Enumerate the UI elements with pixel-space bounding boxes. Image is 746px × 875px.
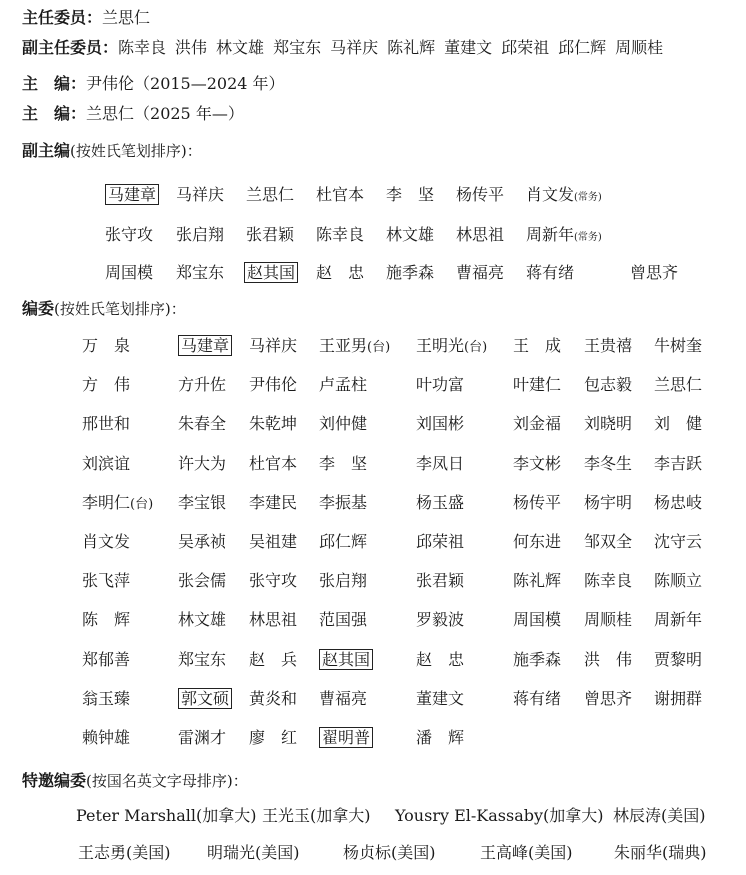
special-board-member: 王志勇(美国) (78, 843, 171, 862)
chief-editor-line-2 (22, 104, 244, 124)
director-name: 兰思仁 (102, 8, 151, 27)
deputy-chief-member (526, 225, 602, 248)
deputy-chief-member (456, 185, 504, 205)
editorial-board-member (513, 454, 561, 474)
member-name: 周国模 (105, 263, 154, 282)
editorial-board-member (319, 689, 367, 709)
member-name: 陈幸良 (584, 571, 633, 590)
member-tag: (台) (464, 340, 488, 355)
editorial-board-member (654, 571, 702, 591)
member-name: 杨忠岐 (654, 493, 703, 512)
director-line (22, 8, 150, 28)
member-name: 翟明普 (319, 727, 373, 748)
editorial-board-member (319, 728, 373, 748)
editorial-board-member (416, 414, 464, 434)
member-name: 王贵禧 (584, 336, 633, 355)
member-name: 许大为 (178, 454, 227, 473)
editorial-board-member (654, 532, 702, 552)
editorial-board-member (178, 689, 232, 709)
member-name: 李建民 (249, 493, 298, 512)
editorial-board-member (82, 375, 130, 395)
editorial-board-member (249, 689, 297, 709)
editorial-board-member (513, 610, 561, 630)
editorial-board-member (654, 650, 702, 670)
editorial-board-member (249, 375, 297, 395)
deputy-chief-member (456, 225, 504, 245)
member-name: 洪 伟 (584, 650, 633, 669)
member-name: 周顺桂 (584, 610, 633, 629)
editorial-board-member (416, 689, 464, 709)
special-board-member: 王光玉(加拿大) (262, 806, 371, 825)
editorial-board-member (249, 493, 297, 513)
member-name: 赖钟雄 (82, 728, 131, 747)
special-board-member: 明瑞光(美国) (207, 843, 300, 862)
member-name: 林思祖 (456, 225, 505, 244)
editorial-board-member (654, 689, 702, 709)
deputy-chief-member (456, 263, 504, 283)
editorial-board-member (82, 493, 153, 515)
editorial-board-member (416, 336, 487, 358)
member-name: 董建文 (416, 689, 465, 708)
member-name: 刘金福 (513, 414, 562, 433)
editorial-board-member (319, 532, 367, 552)
editorial-board-member (584, 689, 632, 709)
member-name: 叶建仁 (513, 375, 562, 394)
member-name: 李振基 (319, 493, 368, 512)
member-name: 赵 忠 (416, 650, 465, 669)
editorial-board-member (319, 375, 367, 395)
deputy-chief-note: (按姓氏笔划排序)： (70, 142, 202, 160)
vice-director-names (118, 38, 672, 57)
editorial-board-member (584, 650, 632, 670)
member-name: 张会儒 (178, 571, 227, 590)
director-label: 主任委员： (22, 8, 103, 27)
member-name: 刘仲健 (319, 414, 368, 433)
editorial-board-member (82, 728, 130, 748)
member-name: 张启翔 (319, 571, 368, 590)
editorial-board-member (654, 493, 702, 513)
member-name: 方 伟 (82, 375, 131, 394)
member-name: 周国模 (513, 610, 562, 629)
member-name: 朱乾坤 (249, 414, 298, 433)
deputy-chief-label: 副主编 (22, 141, 71, 160)
editorial-board-member (249, 728, 297, 748)
editorial-board-note: (按姓氏笔划排序)： (54, 300, 186, 318)
editorial-board-member (654, 454, 702, 474)
editorial-board-member (654, 336, 702, 356)
member-name: 陈礼辉 (513, 571, 562, 590)
member-name: 郑宝东 (178, 650, 227, 669)
member-name: 贾黎明 (654, 650, 703, 669)
editorial-board-member (82, 571, 130, 591)
member-name: 刘晓明 (584, 414, 633, 433)
member-name: 肖文发 (82, 532, 131, 551)
editorial-board-member (319, 336, 390, 358)
editorial-board-member (584, 571, 632, 591)
member-name: 马祥庆 (176, 185, 225, 204)
editorial-board-member (178, 532, 226, 552)
member-name: 刘滨谊 (82, 454, 131, 473)
member-name: 陈顺立 (654, 571, 703, 590)
editorial-board-member (178, 454, 226, 474)
editorial-board-member (584, 336, 632, 356)
editorial-board-member (82, 454, 130, 474)
member-name: 吴承祯 (178, 532, 227, 551)
vice-director-name: 邱荣祖 (501, 38, 550, 57)
special-board-member: 杨贞标(美国) (343, 843, 436, 862)
member-name: 潘 辉 (416, 728, 465, 747)
member-name: 何东进 (513, 532, 562, 551)
vice-director-line (22, 38, 672, 58)
member-name: 李 坚 (386, 185, 435, 204)
editorial-board-member (584, 414, 632, 434)
member-name: 林文雄 (386, 225, 435, 244)
member-name: 李文彬 (513, 454, 562, 473)
member-name: 蒋有绪 (526, 263, 575, 282)
chief-editor-line-1 (22, 74, 285, 94)
member-name: 张守攻 (249, 571, 298, 590)
member-name: 肖文发 (526, 185, 575, 204)
member-name: 王 成 (513, 336, 562, 355)
member-name: 杨玉盛 (416, 493, 465, 512)
deputy-chief-member (176, 225, 224, 245)
member-name: 周新年 (654, 610, 703, 629)
member-name: 李冬生 (584, 454, 633, 473)
deputy-chief-member (246, 225, 294, 245)
editorial-board-member (319, 650, 373, 670)
member-name: 谢拥群 (654, 689, 703, 708)
member-name: 马建章 (105, 184, 159, 205)
member-name: 张君颖 (246, 225, 295, 244)
editorial-board-member (584, 375, 632, 395)
member-name: 邱仁辉 (319, 532, 368, 551)
special-board-member: 王高峰(美国) (480, 843, 573, 862)
member-name: 廖 红 (249, 728, 298, 747)
vice-director-name: 洪伟 (175, 38, 208, 57)
member-name: 杨传平 (456, 185, 505, 204)
deputy-chief-member (316, 225, 364, 245)
special-board-label: 特邀编委 (22, 771, 87, 790)
special-board-member: 朱丽华(瑞典) (614, 843, 707, 862)
editorial-board-member (249, 336, 297, 356)
editorial-board-member (249, 571, 297, 591)
member-name: 马建章 (178, 335, 232, 356)
special-board-member: Yousry El-Kassaby(加拿大) (395, 806, 604, 825)
editorial-board-member (654, 414, 702, 434)
special-board-note: (按国名英文字母排序)： (86, 772, 248, 790)
editorial-board-member (178, 336, 232, 356)
deputy-chief-member (244, 263, 298, 283)
editorial-board-member (178, 610, 226, 630)
member-name: 朱春全 (178, 414, 227, 433)
chief-editor-text: 尹伟伦（2015—2024 年） (86, 74, 285, 93)
editorial-board-member (178, 728, 226, 748)
member-name: 叶功富 (416, 375, 465, 394)
editorial-board-member (513, 336, 561, 356)
member-name: 林文雄 (178, 610, 227, 629)
vice-director-label: 副主任委员： (22, 38, 119, 57)
vice-director-name: 郑宝东 (273, 38, 322, 57)
deputy-chief-member (526, 185, 602, 208)
vice-director-name: 马祥庆 (330, 38, 379, 57)
editorial-board-member (82, 650, 130, 670)
editorial-board-member (178, 650, 226, 670)
vice-director-name: 董建文 (444, 38, 493, 57)
editorial-board-member (513, 689, 561, 709)
member-name: 郭文硕 (178, 688, 232, 709)
member-name: 张启翔 (176, 225, 225, 244)
deputy-chief-member (386, 225, 434, 245)
editorial-board-member (584, 532, 632, 552)
deputy-chief-member (316, 185, 364, 205)
deputy-chief-member (526, 263, 574, 283)
editorial-board-member (513, 493, 561, 513)
editorial-board-member (416, 650, 464, 670)
editorial-board-member (513, 650, 561, 670)
vice-director-name: 陈幸良 (118, 38, 167, 57)
member-name: 杜官本 (249, 454, 298, 473)
member-name: 邢世和 (82, 414, 131, 433)
editorial-board-member (319, 571, 367, 591)
editorial-board-member (319, 610, 367, 630)
editorial-board-member (82, 414, 130, 434)
member-name: 赵 兵 (249, 650, 298, 669)
editorial-board-member (416, 375, 464, 395)
special-board-heading (22, 771, 248, 791)
vice-director-name: 邱仁辉 (558, 38, 607, 57)
editorial-board-member (178, 493, 226, 513)
editorial-board-member (513, 414, 561, 434)
member-name: 翁玉臻 (82, 689, 131, 708)
member-name: 赵 忠 (316, 263, 365, 282)
member-name: 李宝银 (178, 493, 227, 512)
special-board-member: Peter Marshall(加拿大) (76, 806, 257, 825)
member-name: 施季森 (386, 263, 435, 282)
member-name: 张飞萍 (82, 571, 131, 590)
member-name: 范国强 (319, 610, 368, 629)
editorial-board-member (513, 571, 561, 591)
vice-director-name: 林文雄 (216, 38, 265, 57)
member-name: 黄炎和 (249, 689, 298, 708)
member-name: 雷渊才 (178, 728, 227, 747)
member-name: 曾思齐 (584, 689, 633, 708)
member-name: 邹双全 (584, 532, 633, 551)
member-name: 张守攻 (105, 225, 154, 244)
editorial-board-member (416, 571, 464, 591)
editorial-board-member (249, 414, 297, 434)
member-name: 杜官本 (316, 185, 365, 204)
editorial-board-member (416, 493, 464, 513)
member-name: 邱荣祖 (416, 532, 465, 551)
member-name: 王明光 (416, 336, 465, 355)
member-name: 牛树奎 (654, 336, 703, 355)
member-name: 包志毅 (584, 375, 633, 394)
member-name: 赵其国 (244, 262, 298, 283)
special-board-member: 林辰涛(美国) (613, 806, 706, 825)
editorial-board-member (178, 571, 226, 591)
member-name: 沈守云 (654, 532, 703, 551)
member-name: 郑郁善 (82, 650, 131, 669)
chief-editor-text: 兰思仁（2025 年—） (86, 104, 244, 123)
member-name: 马祥庆 (249, 336, 298, 355)
member-name: 蒋有绪 (513, 689, 562, 708)
deputy-chief-member (176, 263, 224, 283)
member-name: 方升佐 (178, 375, 227, 394)
editorial-board-member (178, 414, 226, 434)
member-name: 万 泉 (82, 336, 131, 355)
deputy-chief-member (630, 263, 678, 283)
chief-editor-label: 主 编： (22, 104, 87, 123)
member-name: 罗毅波 (416, 610, 465, 629)
editorial-board-member (319, 414, 367, 434)
editorial-board-member (249, 650, 297, 670)
editorial-board-member (584, 454, 632, 474)
member-name: 李 坚 (319, 454, 368, 473)
member-name: 杨传平 (513, 493, 562, 512)
editorial-board-member (249, 610, 297, 630)
deputy-chief-heading (22, 141, 202, 161)
editorial-board-member (513, 532, 561, 552)
member-name: 陈 辉 (82, 610, 131, 629)
editorial-board-member (319, 454, 367, 474)
editorial-board-member (513, 375, 561, 395)
editorial-board-member (654, 375, 702, 395)
member-name: 刘 健 (654, 414, 703, 433)
editorial-board-label: 编委 (22, 299, 55, 318)
deputy-chief-member (316, 263, 364, 283)
deputy-chief-member (386, 185, 434, 205)
editorial-board-member (416, 532, 464, 552)
editorial-board-member (82, 336, 130, 356)
deputy-chief-member (246, 185, 294, 205)
vice-director-name: 陈礼辉 (387, 38, 436, 57)
member-name: 李吉跃 (654, 454, 703, 473)
editorial-board-member (584, 610, 632, 630)
member-name: 兰思仁 (654, 375, 703, 394)
member-name: 杨宇明 (584, 493, 633, 512)
editorial-board-member (416, 728, 464, 748)
deputy-chief-member (105, 185, 159, 205)
member-name: 曹福亮 (319, 689, 368, 708)
editorial-board-member (584, 493, 632, 513)
member-name: 周新年 (526, 225, 575, 244)
member-name: 张君颖 (416, 571, 465, 590)
editorial-board-member (178, 375, 226, 395)
member-name: 尹伟伦 (249, 375, 298, 394)
member-tag: (常务) (574, 232, 602, 243)
editorial-board-member (82, 689, 130, 709)
member-name: 王亚男 (319, 336, 368, 355)
editorial-board-member (249, 532, 297, 552)
member-name: 赵其国 (319, 649, 373, 670)
member-name: 刘国彬 (416, 414, 465, 433)
member-name: 李明仁 (82, 493, 131, 512)
deputy-chief-member (105, 225, 153, 245)
editorial-board-member (82, 610, 130, 630)
member-name: 施季森 (513, 650, 562, 669)
member-name: 曹福亮 (456, 263, 505, 282)
chief-editor-label: 主 编： (22, 74, 87, 93)
member-name: 兰思仁 (246, 185, 295, 204)
editorial-board-member (319, 493, 367, 513)
deputy-chief-member (386, 263, 434, 283)
editorial-board-heading (22, 299, 186, 319)
member-name: 曾思齐 (630, 263, 679, 282)
member-tag: (台) (367, 340, 391, 355)
member-name: 李凤日 (416, 454, 465, 473)
member-name: 吴祖建 (249, 532, 298, 551)
editorial-board-member (416, 610, 464, 630)
deputy-chief-member (176, 185, 224, 205)
member-name: 林思祖 (249, 610, 298, 629)
editorial-board-member (249, 454, 297, 474)
member-tag: (台) (130, 497, 154, 512)
editorial-board-member (654, 610, 702, 630)
member-name: 郑宝东 (176, 263, 225, 282)
member-name: 卢孟柱 (319, 375, 368, 394)
member-name: 陈幸良 (316, 225, 365, 244)
editorial-board-member (82, 532, 130, 552)
deputy-chief-member (105, 263, 153, 283)
vice-director-name: 周顺桂 (615, 38, 664, 57)
editorial-board-member (416, 454, 464, 474)
member-tag: (常务) (574, 192, 602, 203)
